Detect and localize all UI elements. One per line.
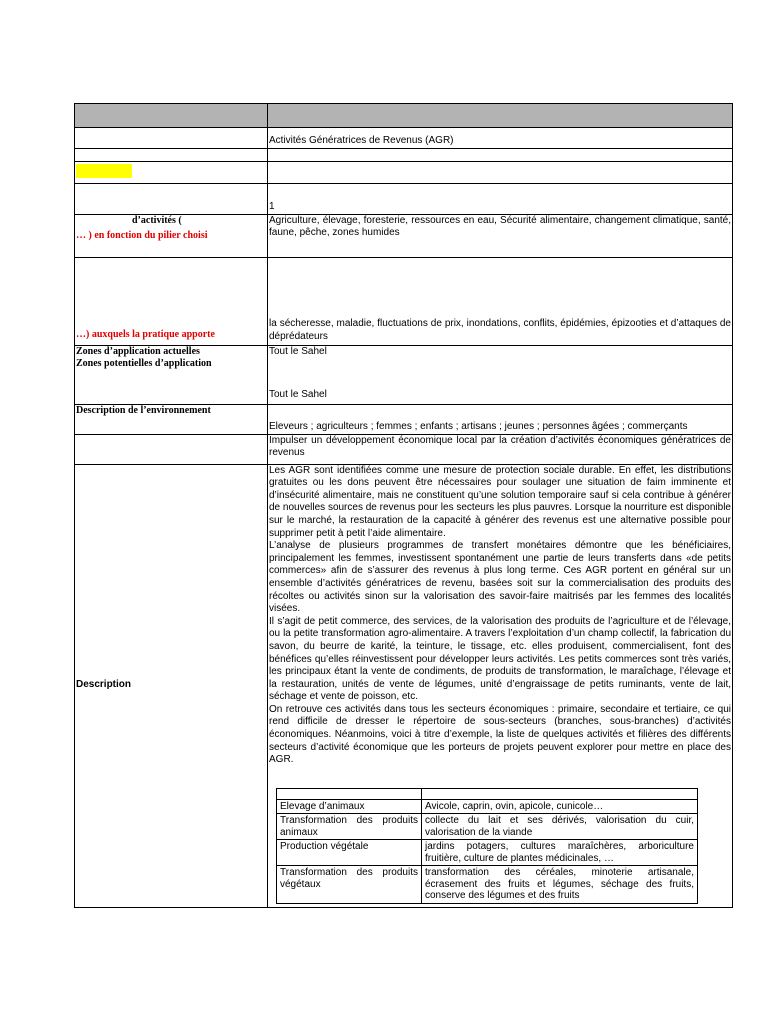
sector-activities: jardins potagers, cultures maraîchères, arboriculture fruitière, culture de plantes médicinales, … (422, 840, 698, 866)
sector-activities: collecte du lait et ses dérivés, valorisation du cuir, valorisation de la viande (422, 814, 698, 840)
zones-row (75, 345, 733, 404)
header-row (75, 104, 733, 128)
sector-activities: Avicole, caprin, ovin, apicole, cunicole… (422, 799, 698, 814)
header-cell-right (268, 104, 733, 128)
description-paragraph: Les AGR sont identifiées comme une mesure de protection sociale durable. En effet, les distributions gratuites ou les dons peuvent être nécessaires pour soulager une situation de faim imminente et d’insécurité alimentaire, mais ne constituent qu’une solution temporaire sauf si cela contribue à générer de nouvelles sources de revenus pour les secteurs les plus pauvres. Lorsque la nourriture est disponible sur le marché, la restauration de la capacité à générer des revenus est une alternative possible pour supprimer petit à petit l’aide alimentaire. (269, 464, 731, 539)
sectors-header-row (277, 788, 698, 799)
practice-sheet-table (74, 103, 733, 908)
description-paragraph: Il s’agit de petit commerce, des services, de la valorisation des produits de l’agriculture et de l’élevage, ou la petite transformation agro-alimentaire. A travers l’exploitation d’un champ collectif, la fabrication du savon, du beurre de karité, la teinture, le tissage, etc. elles produisent, commercialisent, font des bénéfices qu’elles réinvestissent pour développer leurs activités. Les petits commerces sont très variés, les principaux étant la vente de condiments, de produits de transformation, le maraîchage, l’élevage et la restauration, unités de vente de légumes, unité d’engraissage de petits ruminants, vente de lait, séchage et vente de poisson, etc. (269, 615, 731, 703)
environment-label: Description de l’environnement (75, 404, 268, 434)
activities-value: Agriculture, élevage, foresterie, ressources en eau, Sécurité alimentaire, changement climatique, santé, faune, pêche, zones humides (268, 214, 733, 257)
sector-name: Transformation des produits animaux (277, 814, 422, 840)
environment-row (75, 404, 733, 434)
objective-row (75, 434, 733, 464)
empty-row (75, 149, 733, 162)
sectors-table (276, 788, 698, 904)
yellow-highlight (76, 164, 132, 178)
sector-activities: transformation des céréales, minoterie artisanale, écrasement des fruits et légumes, séchage des fruits, conserve des légumes et des fruits (422, 866, 698, 904)
description-row (75, 464, 733, 907)
sector-name: Elevage d’animaux (277, 799, 422, 814)
risks-row (75, 257, 733, 345)
objective-value: Impulser un développement économique local par la création d’activités économiques génératrices de revenus (268, 434, 733, 464)
sector-row (277, 814, 698, 840)
practice-number: 1 (268, 183, 733, 214)
environment-value: Eleveurs ; agriculteurs ; femmes ; enfants ; artisans ; jeunes ; personnes âgées ; commerçants (268, 404, 733, 434)
title-row (75, 128, 733, 149)
description-paragraph: L’analyse de plusieurs programmes de transfert monétaires démontre que les bénéficiaires, principalement les femmes, investissent spontanément une partie de leurs transferts dans «de petits commerces» afin de s’assurer des revenus à plus long terme. Ces AGR portent en général sur un ensemble d’activités génératrices de revenu, basées soit sur la commercialisation des produits des récoltes ou activités sinon sur la valorisation des savoir-faire maitrisés par les femmes des localités visées. (269, 540, 731, 615)
activities-sublabel: … ) en fonction du pilier choisi (76, 230, 208, 242)
number-row (75, 183, 733, 214)
zones-current-label: Zones d’application actuelles (76, 345, 200, 357)
activities-label: d’activités ( (132, 214, 182, 226)
description-label: Description (75, 464, 268, 907)
activities-row (75, 214, 733, 257)
zones-potential-label: Zones potentielles d’application (76, 358, 212, 370)
header-cell-left (75, 104, 268, 128)
agr-title: Activités Génératrices de Revenus (AGR) (268, 128, 733, 149)
highlight-row (75, 162, 733, 184)
risks-value: la sécheresse, maladie, fluctuations de prix, inondations, conflits, épidémies, épizooties et d’attaques de déprédateurs (268, 257, 733, 345)
sector-row (277, 866, 698, 904)
sector-row (277, 840, 698, 866)
sector-name: Transformation des produits végétaux (277, 866, 422, 904)
description-paragraph: On retrouve ces activités dans tous les secteurs économiques : primaire, secondaire et tertiaire, ce qui rend difficile de dresser le répertoire de sous-secteurs (branches, sous-branches) d’activités économiques. Néanmoins, voici à titre d’exemple, la liste de quelques activités et filières des différents secteurs d’activité économique que les porteurs de projets peuvent explorer pour mettre en place des AGR. (269, 703, 731, 766)
zones-current-value: Tout le Sahel (269, 345, 327, 357)
zones-potential-value: Tout le Sahel (269, 389, 327, 401)
sector-row (277, 799, 698, 814)
risks-label: …) auxquels la pratique apporte (75, 257, 268, 345)
sector-name: Production végétale (277, 840, 422, 866)
